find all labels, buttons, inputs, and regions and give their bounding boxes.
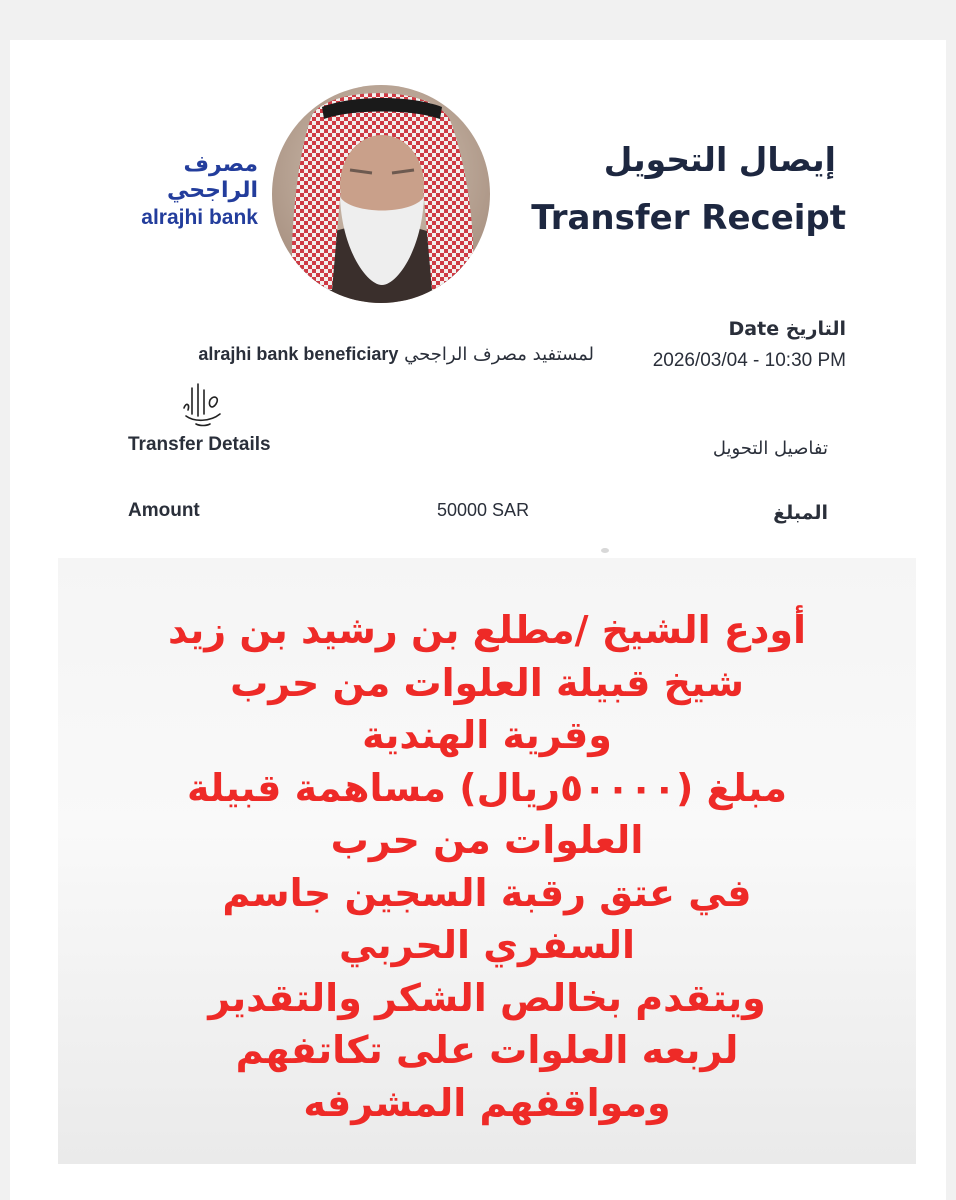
beneficiary-label	[198, 344, 594, 365]
amount-value: 50000 SAR	[437, 500, 530, 520]
message-line: أودع الشيخ /مطلع بن رشيد بن زيد	[168, 608, 806, 652]
bank-name-en: alrajhi bank	[141, 206, 258, 229]
date-label: التاريخ Date	[728, 318, 846, 340]
page-title-ar: إيصال التحويل	[603, 140, 836, 179]
message-line: ومواقفهم المشرفه	[303, 1080, 671, 1125]
message-panel	[58, 558, 916, 1164]
amount-label-en: Amount	[128, 500, 200, 521]
amount-label-ar: المبلغ	[773, 502, 828, 524]
message-text	[58, 604, 916, 1129]
message-line: في عتق رقبة السجين جاسم	[222, 870, 752, 915]
message-line: وقرية الهندية	[362, 713, 612, 757]
calligraphy-signature-icon	[178, 380, 226, 430]
message-line: مبلغ (٥٠٠٠٠ريال) مساهمة قبيلة	[186, 765, 788, 810]
message-line: العلوات من حرب	[330, 818, 644, 862]
bank-logo	[108, 152, 258, 232]
person-photo-icon	[272, 85, 490, 303]
decorative-dot	[601, 548, 609, 553]
date-value: 2026/03/04 - 10:30 PM	[652, 350, 846, 371]
message-line: لربعه العلوات على تكاتفهم	[235, 1028, 739, 1072]
message-line: ويتقدم بخالص الشكر والتقدير	[208, 975, 766, 1020]
transfer-details-heading-en: Transfer Details	[128, 434, 271, 455]
beneficiary-label-ar: لمستفيد مصرف الراجحي	[404, 344, 594, 365]
message-line: السفري الحربي	[338, 923, 636, 967]
page-title-en: Transfer Receipt	[531, 198, 846, 238]
message-line: شيخ قبيلة العلوات من حرب	[230, 660, 744, 705]
bank-name-ar: مصرف الراجحي	[167, 152, 258, 203]
transfer-details-heading-ar: تفاصيل التحويل	[712, 438, 828, 459]
beneficiary-label-en: alrajhi bank beneficiary	[198, 344, 399, 364]
